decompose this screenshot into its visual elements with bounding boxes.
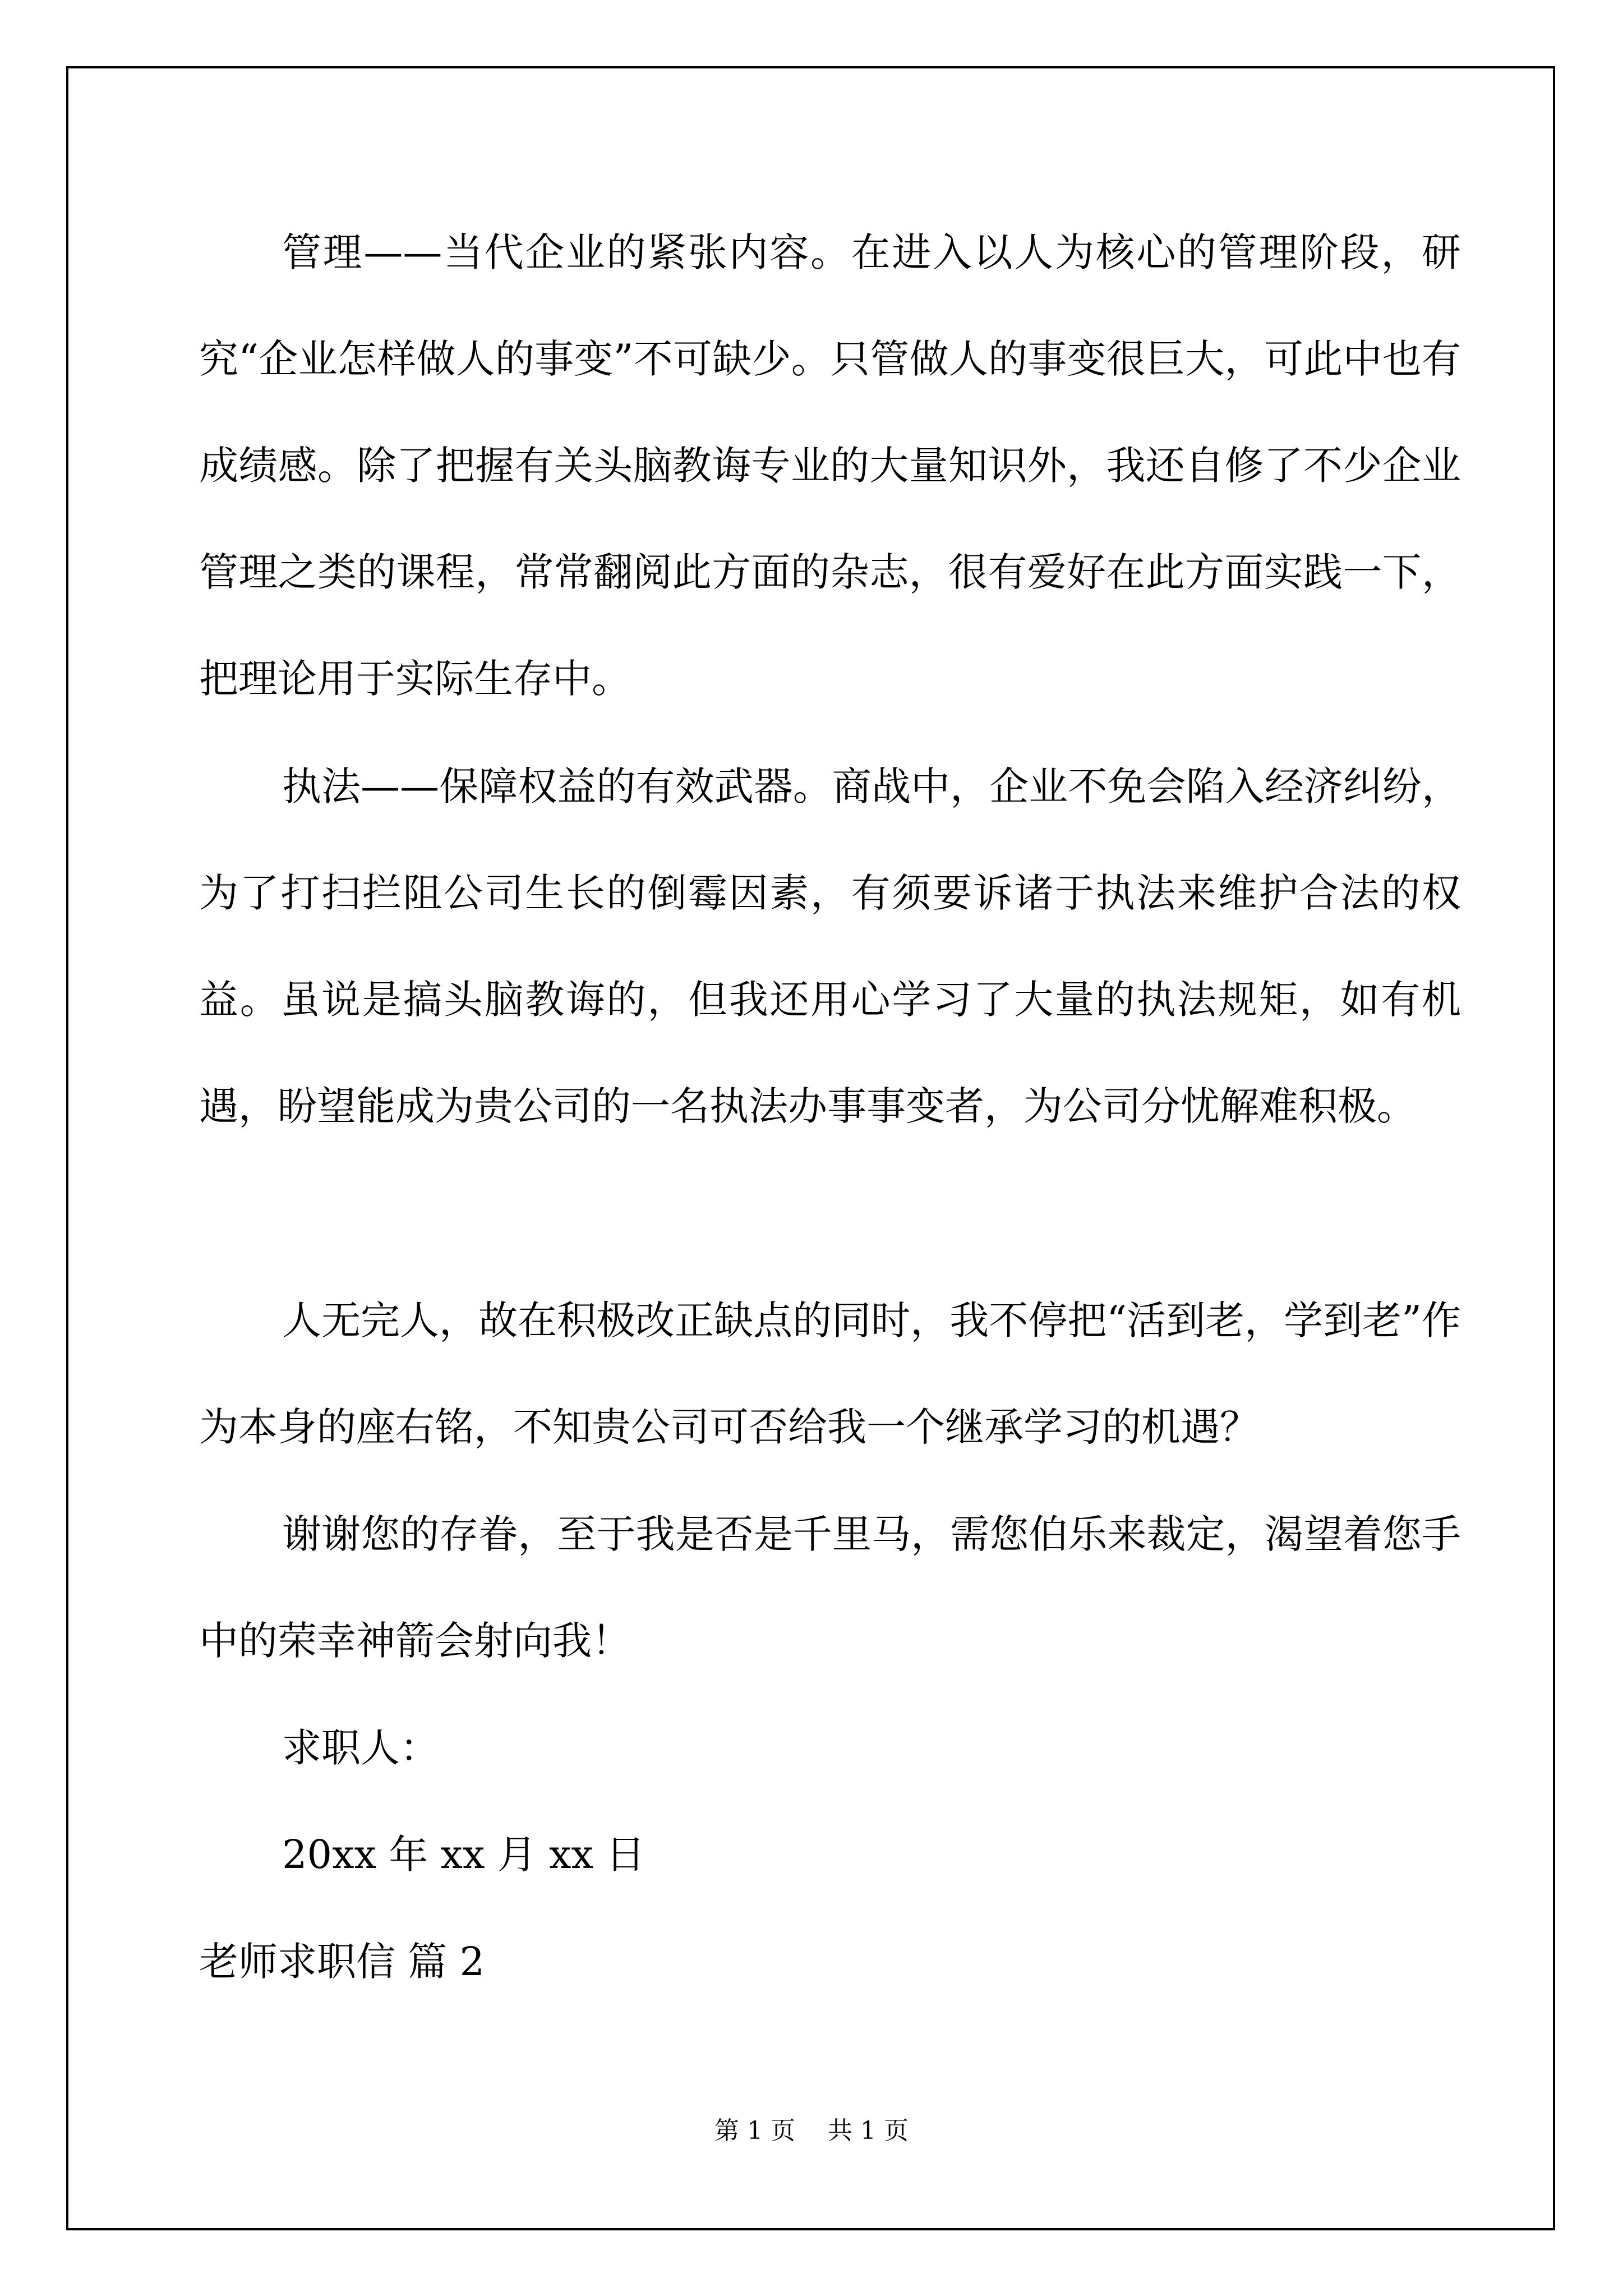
page-number-current: 第 1 页	[714, 2116, 795, 2145]
paragraph-law: 执法——保障权益的有效武器。商战中，企业不免会陷入经济纠纷，为了打扫拦阻公司生长的倒霉因素，有须要诉诸于执法来维护合法的权益。虽说是搞头脑教诲的，但我还用心学习了大量的执法规矩，如有机遇，盼望能成为贵公司的一名执法办事事变者，为公司分忧解难积极。	[199, 763, 1461, 1129]
paragraph-self-improvement: 人无完人，故在积极改正缺点的同时，我不停把“活到老，学到老”作为本身的座右铭，不知贵公司可否给我一个继承学习的机遇？	[199, 1297, 1461, 1450]
letter-date: 20xx 年 xx 月 xx 日	[282, 1832, 645, 1878]
page-number-total: 共 1 页	[828, 2116, 909, 2145]
paragraph-closing: 谢谢您的存眷，至于我是否是千里马，需您伯乐来裁定，渴望着您手中的荣幸神箭会射向我！	[199, 1511, 1461, 1664]
section-heading: 老师求职信 篇 2	[199, 1939, 485, 1985]
paragraph-management: 管理——当代企业的紧张内容。在进入以人为核心的管理阶段，研究“企业怎样做人的事变”不可缺少。只管做人的事变很巨大，可此中也有成绩感。除了把握有关头脑教诲专业的大量知识外，我还自修了不少企业管理之类的课程，常常翻阅此方面的杂志，很有爱好在此方面实践一下，把理论用于实际生存中。	[199, 229, 1461, 702]
page-footer	[0, 2110, 1623, 2146]
signature-label: 求职人：	[282, 1725, 439, 1771]
